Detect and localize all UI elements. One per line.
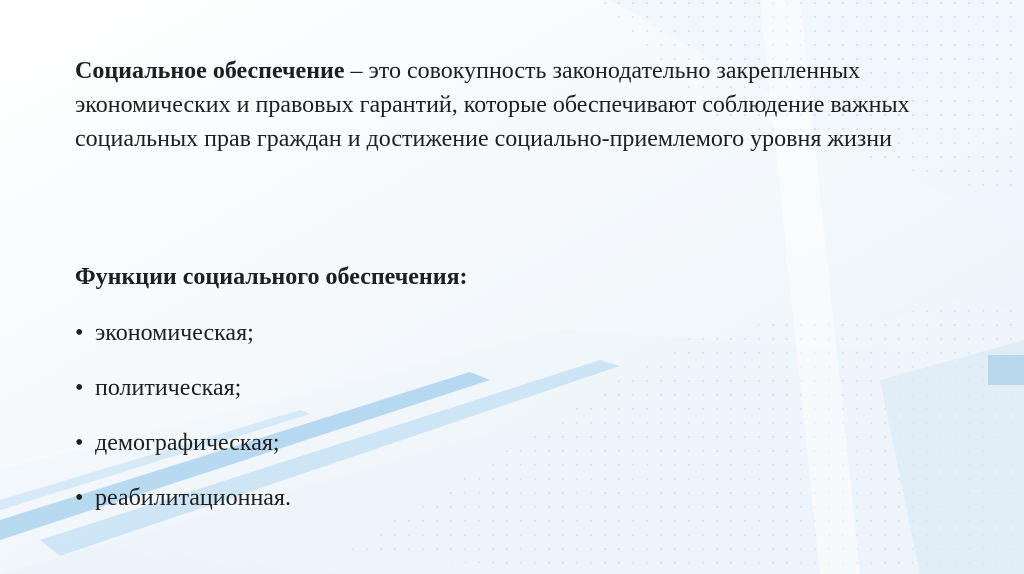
function-label: экономическая; — [95, 320, 254, 346]
function-label: реабилитационная. — [95, 485, 291, 511]
definition-paragraph — [75, 54, 935, 156]
functions-heading: Функции социального обеспечения: — [75, 264, 468, 290]
list-item — [75, 481, 291, 536]
bullet: • — [75, 485, 84, 511]
function-label: политическая; — [95, 375, 242, 401]
bullet: • — [75, 320, 84, 346]
function-label: демографическая; — [95, 430, 280, 456]
bullet: • — [75, 430, 84, 456]
functions-list — [75, 316, 291, 536]
list-item — [75, 426, 291, 481]
definition-term: Социальное обеспечение — [75, 58, 345, 84]
content-area — [75, 54, 935, 511]
bullet: • — [75, 375, 84, 401]
definition-text: – это совокупность законодательно закрепленных экономических и правовых гарантий, которые обеспечивают соблюдение важных социальных прав граждан и достижение социально-приемлемого уровня жизни — [75, 58, 910, 152]
list-item — [75, 316, 291, 371]
list-item — [75, 371, 291, 426]
